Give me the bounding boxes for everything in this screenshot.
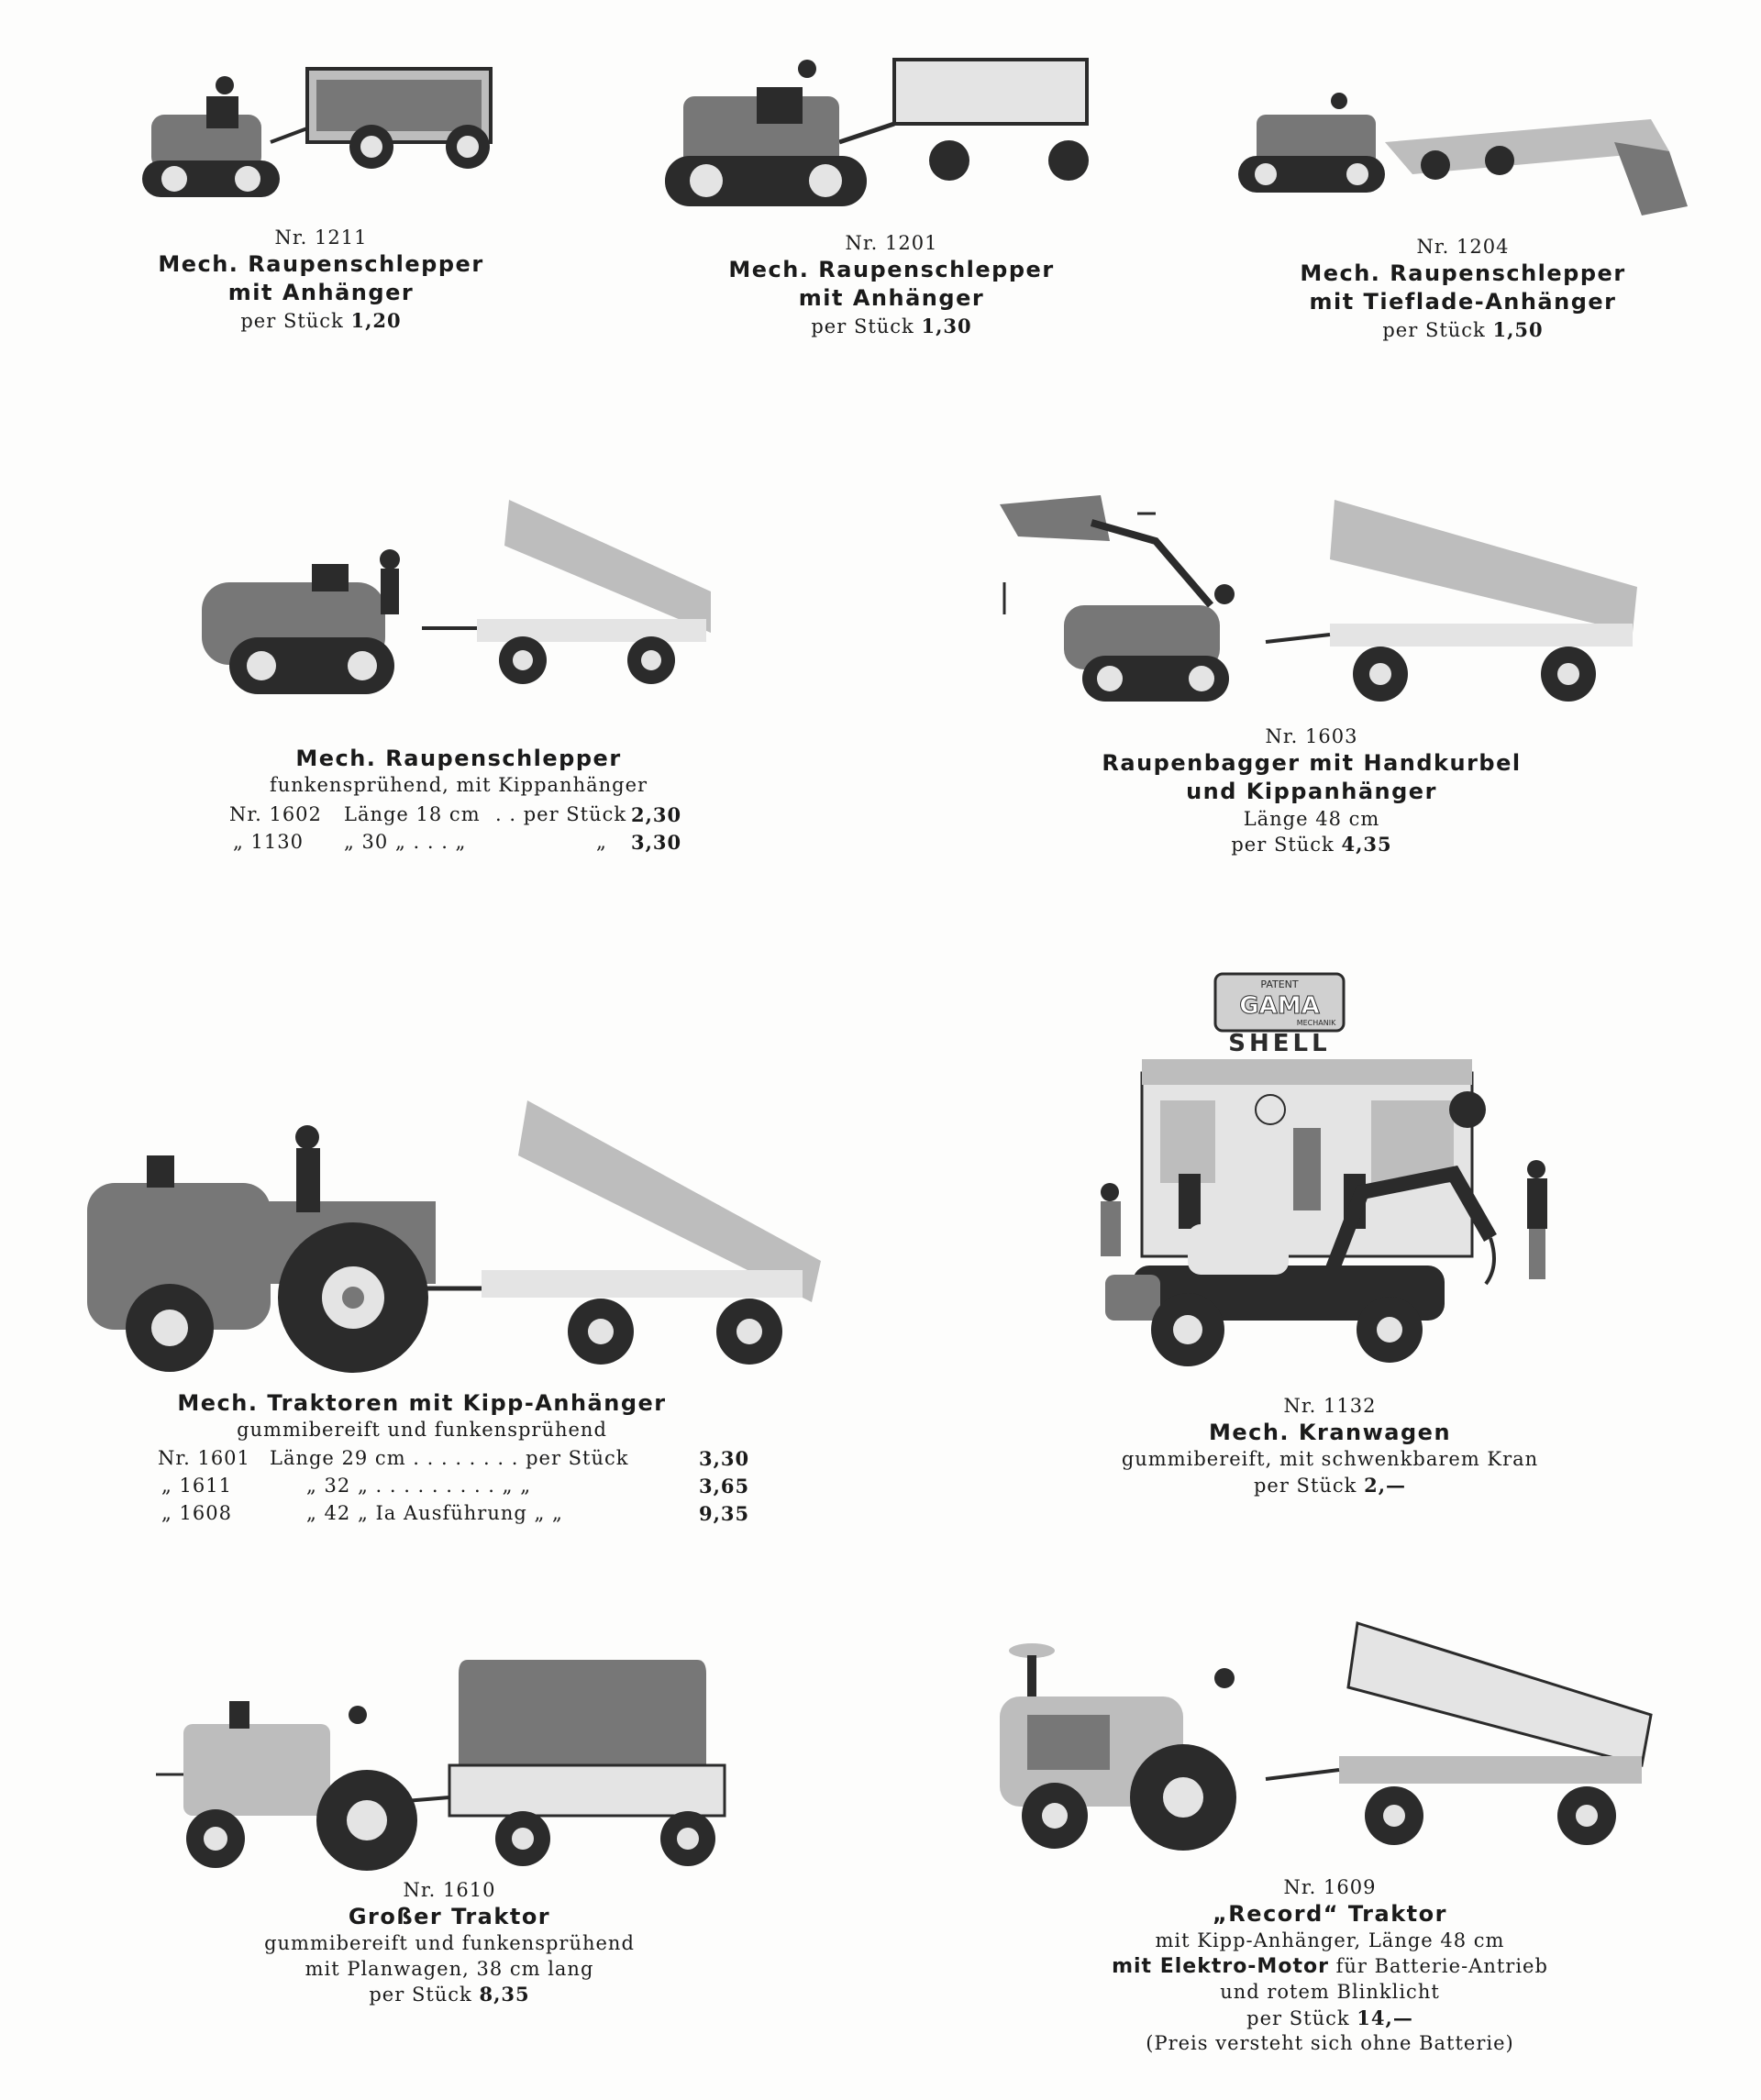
row-ditto: „ xyxy=(596,831,607,853)
mechanik-sign-text: MECHANIK xyxy=(1296,1019,1336,1027)
row-number: „ 1130 xyxy=(233,831,304,853)
crawler-tractor-with-low-loader-trailer-illustration xyxy=(1229,87,1688,220)
patent-sign-text: PATENT xyxy=(1260,978,1299,990)
crawler-excavator-with-tipper-illustration xyxy=(991,486,1651,715)
row-price: 9,35 xyxy=(699,1502,750,1525)
price-value: 1,20 xyxy=(350,308,402,332)
price-value: 4,35 xyxy=(1341,832,1392,856)
item-title-line-2: mit Anhänger xyxy=(227,280,415,306)
item-number: Nr. 1211 xyxy=(274,227,368,249)
item-description: gummibereift und funkensprühend xyxy=(237,1419,607,1442)
price-label: per Stück xyxy=(1246,2006,1350,2029)
item-description: Länge 48 cm xyxy=(1243,807,1380,830)
row-length: Länge 18 cm xyxy=(344,803,481,825)
price-value: 1,50 xyxy=(1492,317,1544,341)
item-price-line xyxy=(708,314,1075,339)
item-title: Mech. Traktoren mit Kipp-Anhänger xyxy=(177,1390,667,1416)
row-price: 3,30 xyxy=(699,1447,750,1470)
item-title-line-1: Mech. Raupenschlepper xyxy=(158,251,484,278)
item-number: Nr. 1201 xyxy=(845,232,938,254)
motor-highlight: mit Elektro-Motor xyxy=(1112,1954,1329,1978)
item-price-line xyxy=(1257,317,1669,343)
item-title-line-1: Mech. Raupenschlepper xyxy=(1300,260,1626,287)
crawler-tractor-with-tipper-illustration xyxy=(193,481,725,706)
row-number: „ 1608 xyxy=(161,1502,232,1524)
item-number: Nr. 1610 xyxy=(403,1879,496,1901)
price-row-1601 xyxy=(158,1447,750,1475)
item-price-line xyxy=(1082,832,1541,857)
item-price-line xyxy=(220,1982,679,2007)
price-value: 2,— xyxy=(1364,1473,1407,1497)
item-title-line-2: mit Anhänger xyxy=(798,285,985,312)
motor-rest: für Batterie-Antrieb xyxy=(1328,1954,1548,1977)
item-number: Nr. 1132 xyxy=(1283,1395,1377,1417)
item-price-line xyxy=(1073,2006,1587,2031)
price-value: 14,— xyxy=(1357,2006,1413,2029)
price-row-1608 xyxy=(158,1502,750,1530)
price-row-1602 xyxy=(229,803,688,831)
item-description-line-3: und rotem Blinklicht xyxy=(1220,1981,1440,2004)
price-row-1611 xyxy=(158,1475,750,1502)
row-number: „ 1611 xyxy=(161,1475,232,1497)
shell-sign-text: SHELL xyxy=(1228,1030,1331,1057)
price-label: per Stück xyxy=(1382,318,1486,341)
item-description-line-2 xyxy=(1073,1954,1587,1981)
price-value: 1,30 xyxy=(921,314,972,337)
gama-logo-text: GAMA xyxy=(1239,992,1320,1020)
item-price-line xyxy=(138,308,504,334)
item-number: Nr. 1204 xyxy=(1416,236,1510,258)
row-length: „ 30 „ . . . „ xyxy=(344,831,467,853)
item-title-line-1: Raupenbagger mit Handkurbel xyxy=(1102,750,1522,777)
row-spec: Länge 29 cm . . . . . . . . per Stück xyxy=(270,1447,629,1469)
row-price: 3,65 xyxy=(699,1475,750,1498)
record-tractor-with-tipper-illustration xyxy=(991,1614,1669,1875)
item-description: gummibereift, mit schwenkbarem Kran xyxy=(1121,1448,1539,1471)
item-title: „Record“ Traktor xyxy=(1213,1901,1447,1928)
crawler-tractor-with-trailer-illustration xyxy=(133,50,518,220)
price-row-1130 xyxy=(229,831,688,858)
item-title: Mech. Kranwagen xyxy=(1208,1420,1452,1446)
item-description: funkensprühend, mit Kippanhänger xyxy=(269,774,648,797)
item-description-line-1: gummibereift und funkensprühend xyxy=(264,1932,635,1955)
row-spec: „ 42 „ Ia Ausführung „ „ xyxy=(306,1502,563,1524)
price-label: per Stück xyxy=(811,315,914,337)
item-title-line-2: mit Tieflade-Anhänger xyxy=(1309,289,1617,315)
price-value: 8,35 xyxy=(479,1983,530,2006)
price-label: per Stück xyxy=(240,309,344,332)
shell-station-and-crane-truck-illustration xyxy=(1087,963,1573,1380)
item-title: Großer Traktor xyxy=(348,1904,551,1930)
price-label: per Stück xyxy=(1231,833,1335,856)
price-label: per Stück xyxy=(1253,1474,1357,1497)
tractor-with-tipper-trailer-illustration xyxy=(87,1091,830,1385)
row-spec: „ 32 „ . . . . . . . . . „ „ xyxy=(306,1475,532,1497)
row-price-label: . . per Stück xyxy=(495,803,627,825)
crawler-tractor-with-trailer-illustration xyxy=(656,50,1110,220)
item-title: Mech. Raupenschlepper xyxy=(295,746,622,771)
item-description-line-1: mit Kipp-Anhänger, Länge 48 cm xyxy=(1155,1929,1505,1952)
row-number: Nr. 1602 xyxy=(229,803,322,825)
item-price-line xyxy=(1091,1473,1568,1498)
row-price: 2,30 xyxy=(631,803,682,826)
battery-note: (Preis versteht sich ohne Batterie) xyxy=(1146,2031,1514,2054)
tractor-with-covered-wagon-illustration xyxy=(156,1651,743,1880)
item-title-line-2: und Kippanhänger xyxy=(1186,779,1437,805)
row-price: 3,30 xyxy=(631,831,682,854)
item-title-line-1: Mech. Raupenschlepper xyxy=(728,257,1055,283)
row-number: Nr. 1601 xyxy=(158,1447,250,1469)
item-number: Nr. 1609 xyxy=(1283,1876,1377,1898)
item-description-line-2: mit Planwagen, 38 cm lang xyxy=(305,1957,594,1980)
item-number: Nr. 1603 xyxy=(1265,725,1358,747)
price-label: per Stück xyxy=(369,1984,472,2006)
